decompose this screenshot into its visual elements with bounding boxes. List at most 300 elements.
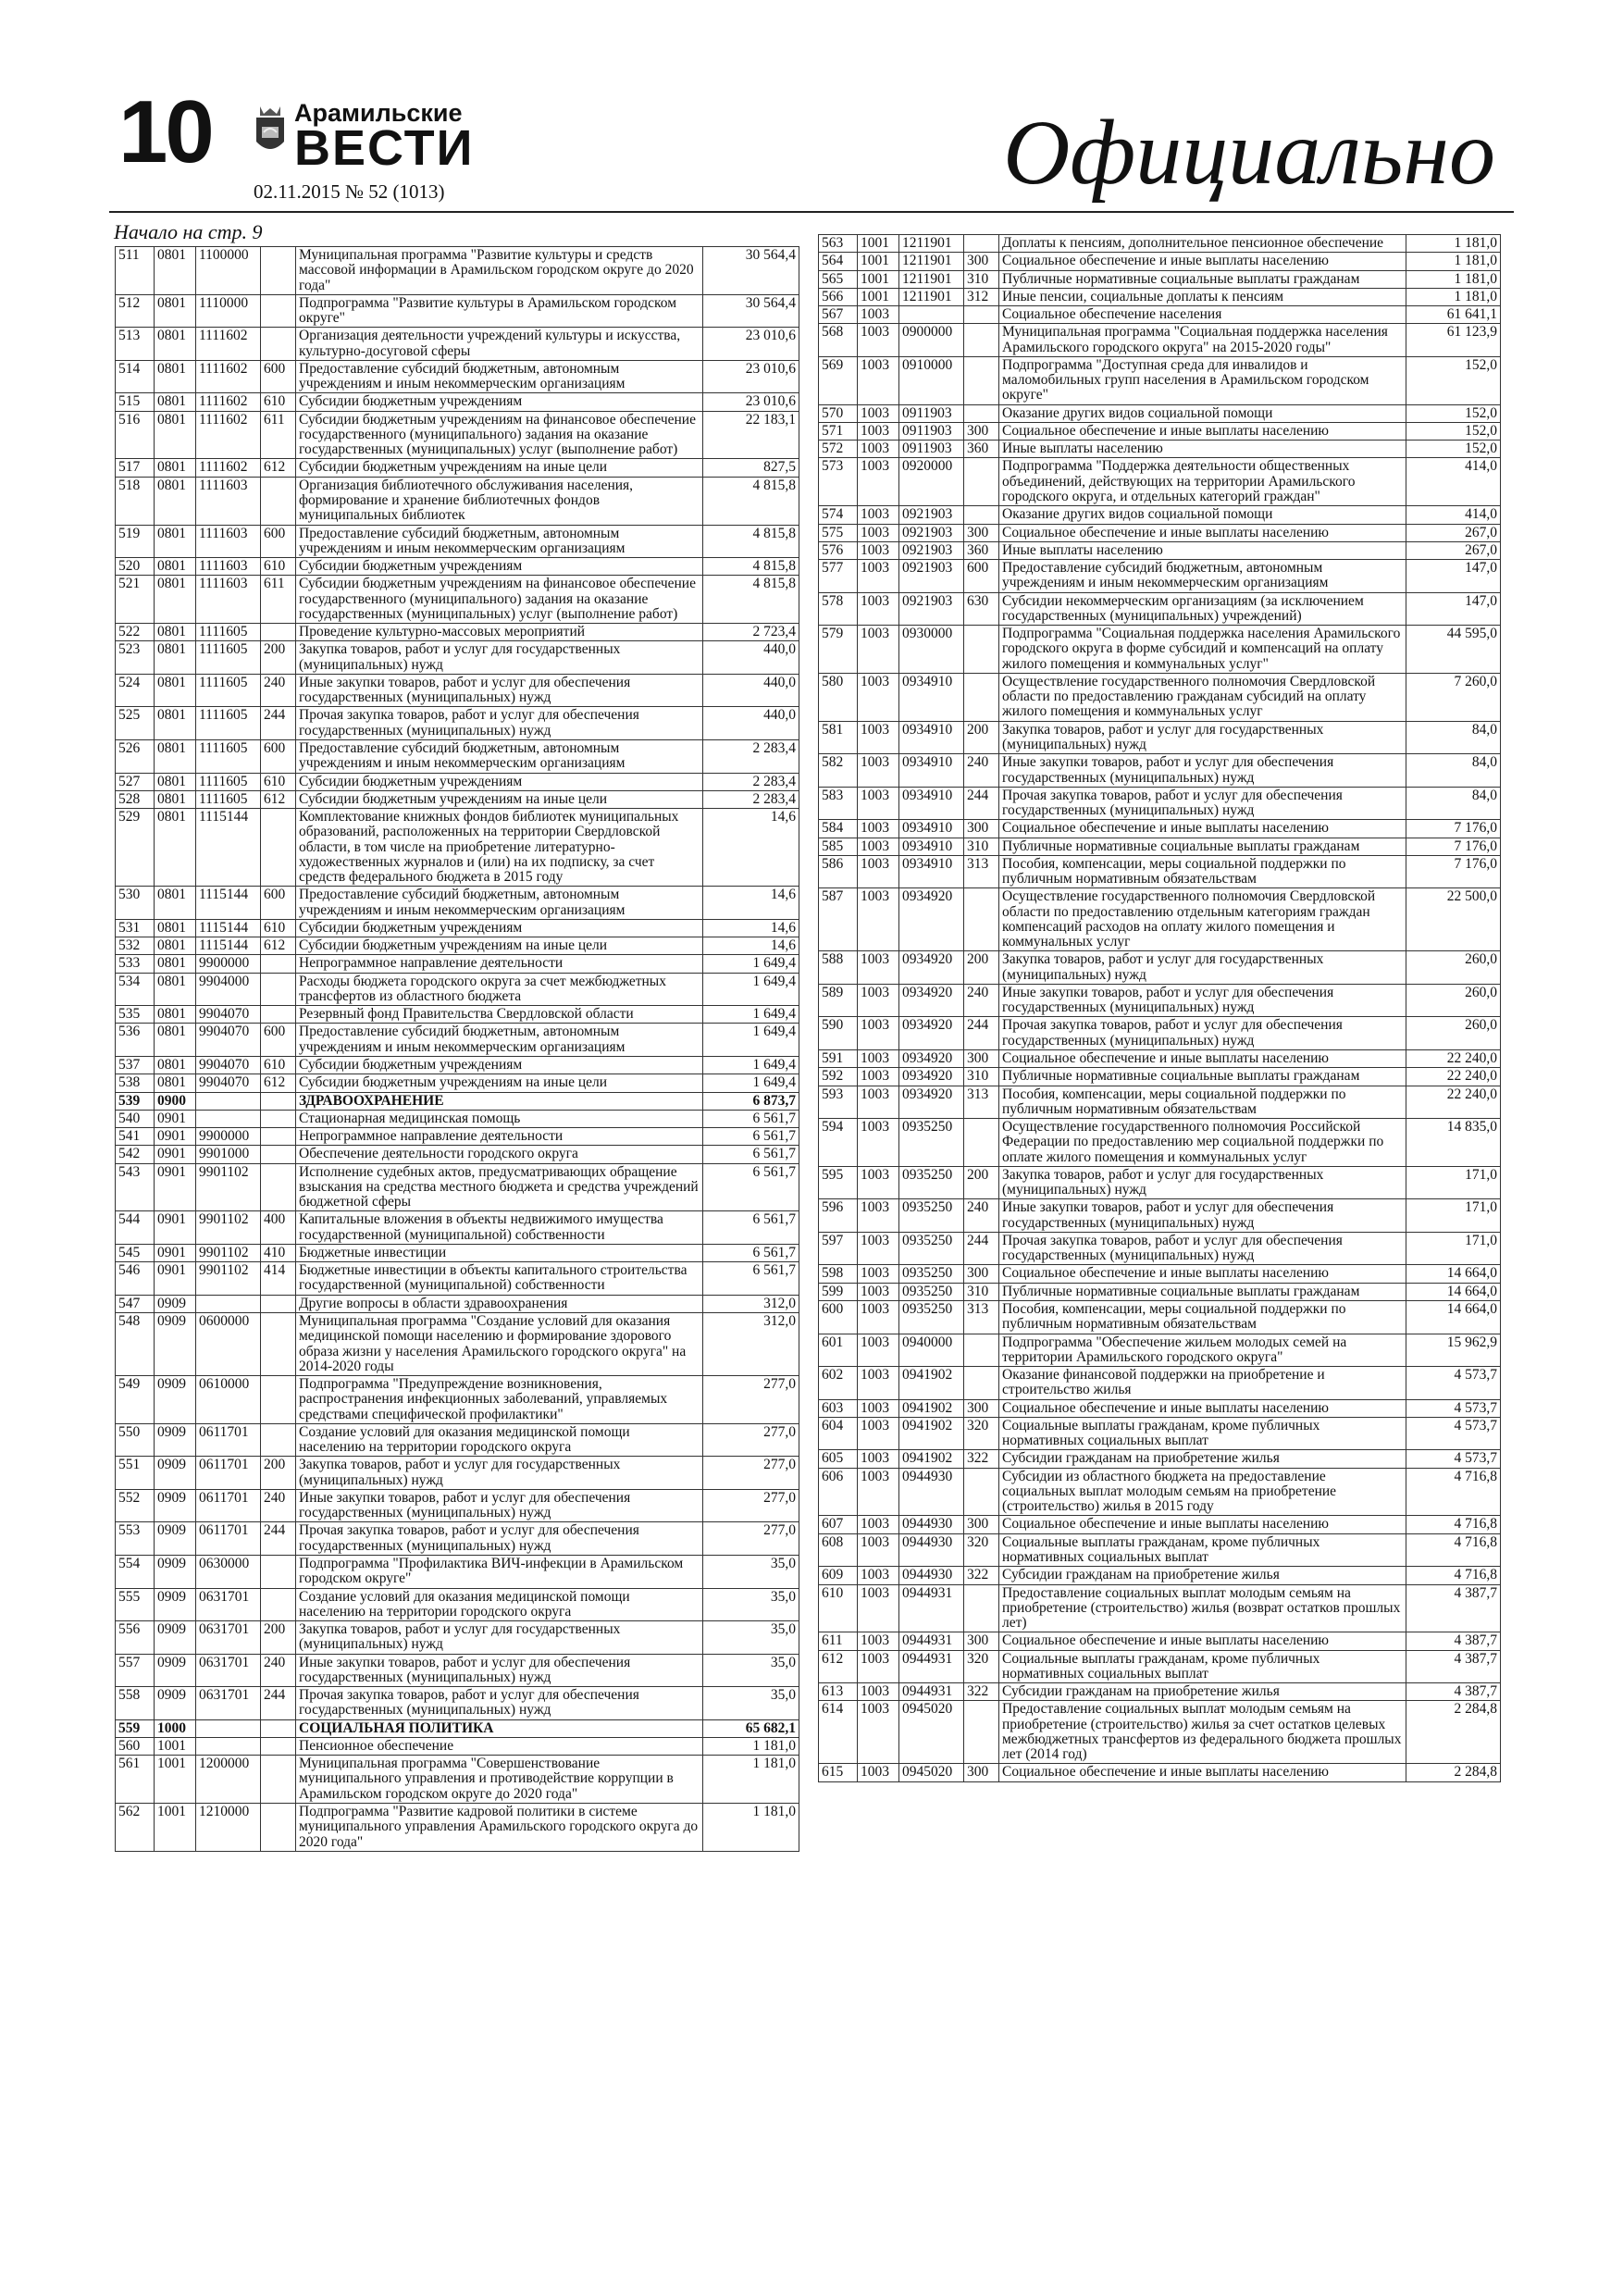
target-code: 1111602 [196,411,261,459]
expense-type [261,1737,296,1755]
section-code: 0909 [155,1376,196,1424]
description: Непрограммное направление деятельности [296,955,703,973]
row-number: 549 [116,1376,155,1424]
target-code: 1115144 [196,809,261,887]
row-number: 523 [116,641,155,675]
section-code: 1003 [858,592,899,626]
target-code [196,1737,261,1755]
amount: 30 564,4 [703,247,799,295]
expense-type [964,1584,999,1632]
description: Оказание финансовой поддержки на приобретение и строительство жилья [999,1367,1406,1400]
row-number: 534 [116,973,155,1006]
section-code: 1003 [858,404,899,422]
row-number: 578 [819,592,858,626]
expense-type [964,235,999,253]
section-code: 1003 [858,1417,899,1450]
table-row [116,1423,799,1457]
row-number: 582 [819,754,858,788]
expense-type: 313 [964,1086,999,1119]
table-row [116,1262,799,1296]
row-number: 554 [116,1555,155,1588]
amount: 2 283,4 [703,739,799,773]
description: Субсидии бюджетным учреждениям на иные цели [296,1074,703,1092]
amount: 1 181,0 [703,1756,799,1804]
section-code: 0801 [155,641,196,675]
table-row [116,360,799,393]
section-code: 1003 [858,1119,899,1167]
amount: 277,0 [703,1457,799,1490]
amount: 14 835,0 [1406,1119,1501,1167]
table-row [819,1417,1501,1450]
amount: 1 649,4 [703,1024,799,1057]
row-number: 601 [819,1334,858,1367]
description: Субсидии из областного бюджета на предоставление социальных выплат молодым семьям на приобретение (строительство) жилья в 2015 году [999,1468,1406,1516]
target-code: 0934910 [899,838,964,855]
section-code: 0801 [155,459,196,477]
target-code: 0940000 [899,1334,964,1367]
expense-type [964,1334,999,1367]
description: Пособия, компенсации, меры социальной поддержки по публичным нормативным обязательствам [999,1086,1406,1119]
target-code: 0944931 [899,1584,964,1632]
target-code: 9901102 [196,1262,261,1296]
section-title: Официально [1003,101,1495,204]
target-code: 0935250 [899,1199,964,1233]
description: Подпрограмма "Социальная поддержка населения Арамильского городского округа в форме субсидий и компенсаций на оплату жилого помещения и коммунальных услуг" [999,626,1406,674]
row-number: 531 [116,919,155,937]
description: Подпрограмма "Поддержка деятельности общественных объединений, действующих на территории Арамильского городского округа, и отдельных категорий граждан" [999,458,1406,506]
description: Предоставление субсидий бюджетным, автономным учреждениям и иным некоммерческим организациям [296,739,703,773]
expense-type: 630 [964,592,999,626]
target-code: 0934920 [899,888,964,951]
expense-type: 240 [964,1199,999,1233]
description: Подпрограмма "Предупреждение возникновения, распространения инфекционных заболеваний, управляемых средствами специфической профилактики" [296,1376,703,1424]
row-number: 575 [819,524,858,541]
section-code: 0909 [155,1489,196,1522]
description: Проведение культурно-массовых мероприятий [296,624,703,641]
section-code: 1003 [858,1166,899,1199]
amount: 22 183,1 [703,411,799,459]
row-number: 600 [819,1301,858,1334]
amount: 23 010,6 [703,328,799,361]
target-code: 9901102 [196,1163,261,1211]
description: Организация деятельности учреждений культуры и искусства, культурно-досуговой сферы [296,328,703,361]
table-row [116,1163,799,1211]
amount: 4 387,7 [1406,1584,1501,1632]
description: Пособия, компенсации, меры социальной поддержки по публичным нормативным обязательствам [999,1301,1406,1334]
expense-type: 244 [261,707,296,740]
section-code: 0801 [155,707,196,740]
expense-type [261,477,296,525]
row-number: 550 [116,1423,155,1457]
description: Субсидии бюджетным учреждениям на финансовое обеспечение государственного (муниципального) задания на оказание государственных (муниципальных) услуг (выполнение работ) [296,576,703,624]
table-row [819,441,1501,458]
description: Субсидии бюджетным учреждениям на иные цели [296,790,703,808]
amount: 4 815,8 [703,477,799,525]
section-code: 0801 [155,393,196,411]
table-row [116,1313,799,1376]
amount: 35,0 [703,1621,799,1655]
target-code: 1111605 [196,739,261,773]
table-row [116,919,799,937]
expense-type: 300 [964,820,999,838]
description: Подпрограмма "Развитие культуры в Арамильском городском округе" [296,294,703,328]
target-code: 0900000 [899,324,964,357]
expense-type: 322 [964,1683,999,1701]
row-number: 536 [116,1024,155,1057]
expense-type [261,1719,296,1737]
section-code: 0909 [155,1313,196,1376]
row-number: 586 [819,855,858,888]
row-number: 606 [819,1468,858,1516]
section-code: 1003 [858,721,899,754]
target-code: 9900000 [196,955,261,973]
target-code: 0611701 [196,1457,261,1490]
table-row [819,721,1501,754]
description: Социальное обеспечение и иные выплаты населению [999,524,1406,541]
amount: 6 561,7 [703,1163,799,1211]
expense-type [261,1588,296,1621]
target-code: 1111605 [196,641,261,675]
table-row [819,1068,1501,1086]
row-number: 568 [819,324,858,357]
section-code: 0801 [155,773,196,790]
section-code: 1003 [858,1334,899,1367]
amount: 4 387,7 [1406,1650,1501,1683]
description: Закупка товаров, работ и услуг для государственных (муниципальных) нужд [296,1457,703,1490]
section-code: 0901 [155,1211,196,1245]
table-row [819,541,1501,559]
row-number: 535 [116,1006,155,1024]
section-code: 1001 [155,1803,196,1851]
section-code: 1003 [858,560,899,593]
description: Субсидии гражданам на приобретение жилья [999,1567,1406,1584]
amount: 2 723,4 [703,624,799,641]
row-number: 518 [116,477,155,525]
description: Расходы бюджета городского округа за счет межбюджетных трансфертов из областного бюджета [296,973,703,1006]
section-code: 1000 [155,1719,196,1737]
description: Прочая закупка товаров, работ и услуг для обеспечения государственных (муниципальных) нужд [999,1232,1406,1265]
table-row [116,1074,799,1092]
description: Закупка товаров, работ и услуг для государственных (муниципальных) нужд [999,951,1406,985]
table-row [116,558,799,576]
section-code: 1003 [858,626,899,674]
table-row [116,459,799,477]
section-code: 0909 [155,1588,196,1621]
table-row [116,1489,799,1522]
description: Пособия, компенсации, меры социальной поддержки по публичным нормативным обязательствам [999,855,1406,888]
expense-type [964,673,999,721]
section-code: 0909 [155,1654,196,1687]
table-row [819,1119,1501,1167]
row-number: 524 [116,674,155,707]
section-code: 1003 [858,951,899,985]
expense-type [261,1006,296,1024]
section-code: 1001 [155,1737,196,1755]
description: Подпрограмма "Профилактика ВИЧ-инфекции в Арамильском городском округе" [296,1555,703,1588]
expense-type [964,1468,999,1516]
table-row [819,888,1501,951]
amount: 260,0 [1406,1017,1501,1050]
row-number: 567 [819,306,858,324]
section-code: 1003 [858,1199,899,1233]
target-code [899,306,964,324]
target-code: 1211901 [899,235,964,253]
row-number: 562 [116,1803,155,1851]
expense-type: 320 [964,1417,999,1450]
section-code: 1003 [858,324,899,357]
table-row [116,887,799,920]
table-row [819,1086,1501,1119]
table-row [116,1803,799,1851]
target-code: 0631701 [196,1588,261,1621]
description: Предоставление социальных выплат молодым семьям на приобретение (строительство) жилья за счет остатков целевых межбюджетных трансфертов из федерального бюджета прошлых лет (2014 год) [999,1701,1406,1764]
expense-type: 200 [964,951,999,985]
section-code: 0801 [155,558,196,576]
target-code: 0921903 [899,541,964,559]
table-row [116,707,799,740]
description: Социальное обеспечение и иные выплаты населению [999,1764,1406,1781]
row-number: 515 [116,393,155,411]
table-row [116,525,799,558]
table-row [116,809,799,887]
row-number: 571 [819,422,858,440]
target-code [196,1092,261,1110]
row-number: 604 [819,1417,858,1450]
section-code: 0801 [155,973,196,1006]
expense-type [261,973,296,1006]
target-code: 0934920 [899,1017,964,1050]
table-row [819,1367,1501,1400]
row-number: 599 [819,1283,858,1300]
expense-type [964,306,999,324]
target-code: 0941902 [899,1367,964,1400]
target-code: 0911903 [899,404,964,422]
description: Субсидии бюджетным учреждениям [296,773,703,790]
description: Стационарная медицинская помощь [296,1110,703,1127]
section-code: 0900 [155,1092,196,1110]
description: Закупка товаров, работ и услуг для государственных (муниципальных) нужд [999,721,1406,754]
section-code: 1001 [858,288,899,305]
expense-type: 240 [261,1489,296,1522]
description: Создание условий для оказания медицинской помощи населению на территории городского округа [296,1423,703,1457]
expense-type: 600 [261,525,296,558]
section-code: 0909 [155,1687,196,1720]
table-row [819,1166,1501,1199]
description: Прочая закупка товаров, работ и услуг для обеспечения государственных (муниципальных) нужд [999,1017,1406,1050]
row-number: 563 [819,235,858,253]
section-code: 1001 [858,235,899,253]
description: Субсидии бюджетным учреждениям [296,393,703,411]
expense-type: 200 [261,641,296,675]
amount: 171,0 [1406,1199,1501,1233]
description: Предоставление субсидий бюджетным, автономным учреждениям и иным некоммерческим организациям [296,525,703,558]
target-code: 1110000 [196,294,261,328]
target-code: 9904070 [196,1074,261,1092]
table-row [819,324,1501,357]
expense-type [964,506,999,524]
amount: 6 561,7 [703,1211,799,1245]
table-row [116,576,799,624]
expense-type: 310 [964,1283,999,1300]
row-number: 546 [116,1262,155,1296]
description: Исполнение судебных актов, предусматривающих обращение взыскания на средства местного бюджета и средства учреждений бюджетной сферы [296,1163,703,1211]
expense-type: 610 [261,558,296,576]
amount: 6 561,7 [703,1146,799,1163]
target-code: 0935250 [899,1265,964,1283]
table-row [819,820,1501,838]
section-code: 0909 [155,1555,196,1588]
table-row [116,1588,799,1621]
row-number: 593 [819,1086,858,1119]
expense-type: 610 [261,393,296,411]
target-code: 0910000 [899,356,964,404]
section-code: 0801 [155,937,196,955]
amount: 6 561,7 [703,1244,799,1261]
target-code: 1111603 [196,558,261,576]
amount: 7 176,0 [1406,855,1501,888]
table-row [819,838,1501,855]
target-code: 0611701 [196,1522,261,1556]
expense-type: 313 [964,855,999,888]
amount: 84,0 [1406,754,1501,788]
amount: 4 716,8 [1406,1533,1501,1567]
section-code: 0801 [155,411,196,459]
row-number: 513 [116,328,155,361]
section-code: 1001 [858,253,899,270]
expense-type: 313 [964,1301,999,1334]
description: Иные выплаты населению [999,441,1406,458]
amount: 6 561,7 [703,1110,799,1127]
section-code: 0901 [155,1110,196,1127]
table-row [116,1295,799,1312]
description: Другие вопросы в области здравоохранения [296,1295,703,1312]
description: Иные закупки товаров, работ и услуг для обеспечения государственных (муниципальных) нужд [296,674,703,707]
expense-type [261,1555,296,1588]
amount: 1 649,4 [703,973,799,1006]
target-code: 0934910 [899,673,964,721]
table-row [819,404,1501,422]
amount: 4 815,8 [703,576,799,624]
expense-type [964,888,999,951]
target-code: 0935250 [899,1119,964,1167]
target-code: 0934920 [899,1068,964,1086]
section-code: 1003 [858,1301,899,1334]
table-row [116,393,799,411]
description: Иные пенсии, социальные доплаты к пенсиям [999,288,1406,305]
section-code: 1003 [858,1232,899,1265]
target-code: 1111605 [196,624,261,641]
row-number: 583 [819,787,858,820]
expense-type [964,1367,999,1400]
section-code: 0909 [155,1295,196,1312]
amount: 7 176,0 [1406,838,1501,855]
target-code: 0921903 [899,524,964,541]
amount: 84,0 [1406,787,1501,820]
expense-type: 312 [964,288,999,305]
expense-type: 600 [261,1024,296,1057]
expense-type: 611 [261,411,296,459]
table-row [819,306,1501,324]
expense-type: 600 [261,360,296,393]
expense-type [261,1163,296,1211]
section-code: 1003 [858,1584,899,1632]
row-number: 539 [116,1092,155,1110]
row-number: 527 [116,773,155,790]
amount: 30 564,4 [703,294,799,328]
expense-type: 600 [261,887,296,920]
expense-type: 200 [964,721,999,754]
table-row [819,754,1501,788]
target-code: 9904000 [196,973,261,1006]
table-row [116,790,799,808]
table-row [116,1457,799,1490]
table-row [116,1128,799,1146]
expense-type: 244 [261,1522,296,1556]
amount: 22 240,0 [1406,1068,1501,1086]
description: Субсидии гражданам на приобретение жилья [999,1450,1406,1468]
amount: 15 962,9 [1406,1334,1501,1367]
expense-type [964,626,999,674]
section-code: 1003 [858,1265,899,1283]
section-code: 1003 [858,1050,899,1068]
target-code: 1111605 [196,790,261,808]
row-number: 556 [116,1621,155,1655]
table-row [819,1017,1501,1050]
target-code: 0631701 [196,1621,261,1655]
table-row [116,1719,799,1737]
budget-table-right [818,234,1501,1782]
row-number: 581 [819,721,858,754]
table-row [819,1334,1501,1367]
amount: 14,6 [703,937,799,955]
amount: 1 649,4 [703,1006,799,1024]
amount: 147,0 [1406,592,1501,626]
description: Закупка товаров, работ и услуг для государственных (муниципальных) нужд [296,641,703,675]
description: Социальные выплаты гражданам, кроме публичных нормативных социальных выплат [999,1650,1406,1683]
table-row [116,1006,799,1024]
row-number: 555 [116,1588,155,1621]
section-code: 1003 [858,984,899,1017]
target-code: 0934920 [899,1050,964,1068]
row-number: 591 [819,1050,858,1068]
target-code: 9901102 [196,1211,261,1245]
row-number: 572 [819,441,858,458]
expense-type: 300 [964,524,999,541]
target-code [196,1110,261,1127]
row-number: 561 [116,1756,155,1804]
description: Субсидии бюджетным учреждениям [296,558,703,576]
description: ЗДРАВООХРАНЕНИЕ [296,1092,703,1110]
description: Оказание других видов социальной помощи [999,506,1406,524]
table-row [819,506,1501,524]
section-code: 1003 [858,356,899,404]
expense-type: 612 [261,937,296,955]
description: Предоставление субсидий бюджетным, автономным учреждениям и иным некоммерческим организациям [296,360,703,393]
description: Муниципальная программа "Развитие культуры и средств массовой информации в Арамильском городском округе до 2020 года" [296,247,703,295]
expense-type [261,294,296,328]
page-number: 10 [118,82,212,181]
issue-date: 02.11.2015 № 52 (1013) [254,180,445,203]
target-code: 0911903 [899,441,964,458]
target-code: 0934910 [899,820,964,838]
target-code: 9904070 [196,1057,261,1074]
description: Осуществление государственного полномочия Свердловской области по предоставлению гражданам субсидий на оплату жилого помещения и коммунальных услуг [999,673,1406,721]
row-number: 547 [116,1295,155,1312]
description: Прочая закупка товаров, работ и услуг для обеспечения государственных (муниципальных) нужд [296,1522,703,1556]
description: Социальное обеспечение и иные выплаты населению [999,820,1406,838]
amount: 171,0 [1406,1166,1501,1199]
row-number: 557 [116,1654,155,1687]
